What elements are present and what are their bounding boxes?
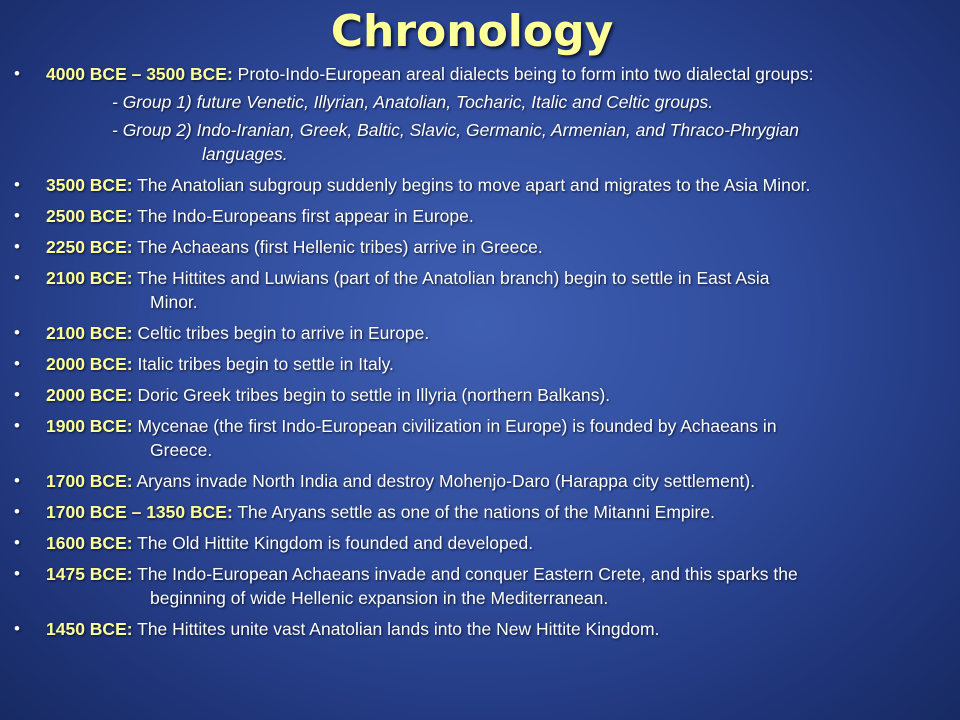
item-date: 1450 BCE: (46, 619, 133, 639)
list-item (0, 500, 960, 524)
item-subline: - Group 1) future Venetic, Illyrian, Anatolian, Tocharic, Italic and Celtic groups. (112, 92, 714, 112)
list-item (0, 352, 960, 376)
bullet-icon: • (14, 206, 20, 225)
list-item (0, 235, 960, 259)
list-item (0, 414, 960, 462)
item-date: 1600 BCE: (46, 533, 133, 553)
bullet-icon: • (14, 237, 20, 256)
list-item (0, 469, 960, 493)
bullet-icon: • (14, 64, 20, 83)
list-item (0, 173, 960, 197)
item-date: 1900 BCE: (46, 416, 133, 436)
list-item (0, 531, 960, 555)
item-text: Mycenae (the first Indo-European civilization in Europe) is founded by Achaeans in (132, 416, 777, 436)
bullet-icon: • (14, 502, 20, 521)
item-continuation: Greece. (150, 440, 213, 460)
list-item (0, 204, 960, 228)
item-date: 4000 BCE – 3500 BCE: (46, 64, 233, 84)
item-text: The Anatolian subgroup suddenly begins to move apart and migrates to the Asia Minor. (132, 175, 811, 195)
item-date: 1475 BCE: (46, 564, 133, 584)
item-text: The Old Hittite Kingdom is founded and developed. (132, 533, 534, 553)
list-item (0, 383, 960, 407)
list-item (0, 321, 960, 345)
item-continuation: beginning of wide Hellenic expansion in the Mediterranean. (150, 588, 609, 608)
bullet-icon: • (14, 471, 20, 490)
item-date: 2100 BCE: (46, 323, 133, 343)
bullet-icon: • (14, 268, 20, 287)
slide-title: Chronology (330, 6, 614, 57)
item-line (46, 62, 942, 86)
item-date: 1700 BCE: (46, 471, 133, 491)
bullet-icon: • (14, 175, 20, 194)
list-item (0, 62, 960, 166)
item-text: The Aryans settle as one of the nations of the Mitanni Empire. (232, 502, 715, 522)
bullet-icon: • (14, 385, 20, 404)
bullet-icon: • (14, 533, 20, 552)
item-text: The Achaeans (first Hellenic tribes) arrive in Greece. (132, 237, 543, 257)
item-text: Italic tribes begin to settle in Italy. (132, 354, 394, 374)
list-item (0, 562, 960, 610)
item-text: The Hittites unite vast Anatolian lands into the New Hittite Kingdom. (132, 619, 660, 639)
bullet-icon: • (14, 416, 20, 435)
item-subline-continuation: languages. (202, 144, 288, 164)
item-date: 2000 BCE: (46, 354, 133, 374)
item-subline: - Group 2) Indo-Iranian, Greek, Baltic, Slavic, Germanic, Armenian, and Thraco-Phrygian (112, 120, 800, 140)
item-text: Celtic tribes begin to arrive in Europe. (132, 323, 430, 343)
bullet-icon: • (14, 564, 20, 583)
bullet-icon: • (14, 323, 20, 342)
item-text: Doric Greek tribes begin to settle in Illyria (northern Balkans). (132, 385, 611, 405)
item-date: 1700 BCE – 1350 BCE: (46, 502, 233, 522)
item-text: The Indo-European Achaeans invade and conquer Eastern Crete, and this sparks the (132, 564, 798, 584)
bullet-icon: • (14, 619, 20, 638)
item-continuation: Minor. (150, 292, 198, 312)
item-date: 2250 BCE: (46, 237, 133, 257)
list-item (0, 266, 960, 314)
item-date: 2100 BCE: (46, 268, 133, 288)
item-text: Aryans invade North India and destroy Mohenjo-Daro (Harappa city settlement). (132, 471, 756, 491)
chronology-list (0, 62, 960, 648)
list-item (0, 617, 960, 641)
item-text: The Indo-Europeans first appear in Europe. (132, 206, 474, 226)
bullet-icon: • (14, 354, 20, 373)
item-date: 2000 BCE: (46, 385, 133, 405)
item-text: The Hittites and Luwians (part of the Anatolian branch) begin to settle in East Asia (132, 268, 770, 288)
item-text: Proto-Indo-European areal dialects being to form into two dialectal groups: (232, 64, 814, 84)
item-date: 2500 BCE: (46, 206, 133, 226)
item-date: 3500 BCE: (46, 175, 133, 195)
